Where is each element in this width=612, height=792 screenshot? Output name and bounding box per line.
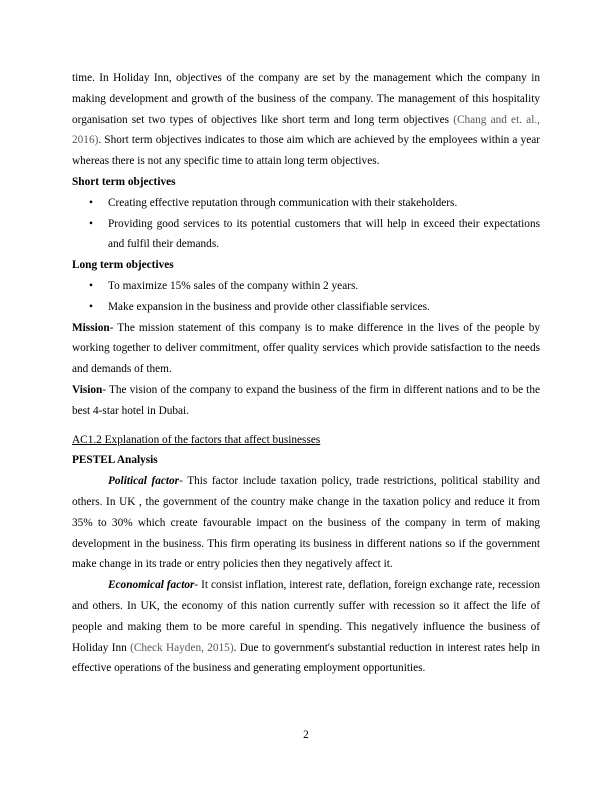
bullet-icon: • [89,196,93,209]
mission-paragraph: Mission- The mission statement of this company is to make difference in the lives of the people by working together to deliver commitment, offer quality services which provide satisfaction to the needs and demands of them. [72,321,540,376]
economical-label: Economical factor [108,579,195,592]
document-page [72,68,540,679]
vision-paragraph: Vision- The vision of the company to expand the business of the firm in different nations and to be the best 4-star hotel in Dubai. [72,383,540,417]
political-label: Political factor [108,475,180,488]
page-number: 2 [303,729,309,741]
bullet-icon: • [89,217,93,230]
vision-label: Vision [72,383,103,396]
long-term-heading: Long term objectives [72,259,174,272]
intro-paragraph: time. In Holiday Inn, objectives of the company are set by the management which the company in making development and growth of the business of the company. The management of this hospitality organisation set two types of objectives like short term and long term objectives (Chang and et. al., 2016). Short term objectives indicates to those aim which are achieved by the employees within a year whereas there is not any specific time to attain long term objectives. [72,72,540,168]
citation: (Check Hayden, 2015) [130,641,234,654]
section-title: AC1.2 Explanation of the factors that affect businesses [72,433,321,446]
list-item: • To maximize 15% sales of the company within 2 years. [72,276,540,297]
list-item: • Make expansion in the business and provide other classifiable services. [72,297,540,318]
list-item: • Creating effective reputation through communication with their stakeholders. [72,193,540,214]
pestel-heading: PESTEL Analysis [72,454,158,467]
political-paragraph: Political factor- This factor include taxation policy, trade restrictions, political stability and others. In UK , the government of the country make change in the taxation policy and reduce it from 35% to 30% which create favourable impact on the business of the company in term of making development in the business. This firm operating its business in different nations so if the government make change in its trade or entry policies then they negatively affect it. [72,475,540,571]
short-term-heading: Short term objectives [72,175,176,188]
long-term-list [72,276,540,318]
bullet-icon: • [89,300,93,313]
mission-label: Mission [72,321,110,334]
citation: (Chang and et. al., 2016) [72,113,540,147]
bullet-icon: • [89,279,93,292]
list-item: • Providing good services to its potential customers that will help in exceed their expectations and fulfil their demands. [72,214,540,256]
economical-paragraph: Economical factor- It consist inflation, interest rate, deflation, foreign exchange rate, recession and others. In UK, the economy of this nation currently suffer with recession so it affect the life of people and making them to be more careful in spending. This negatively influence the business of Holiday Inn (Check Hayden, 2015). Due to government's substantial reduction in interest rates help in effective operations of the business and generating employment opportunities. [72,579,540,675]
short-term-list [72,193,540,255]
